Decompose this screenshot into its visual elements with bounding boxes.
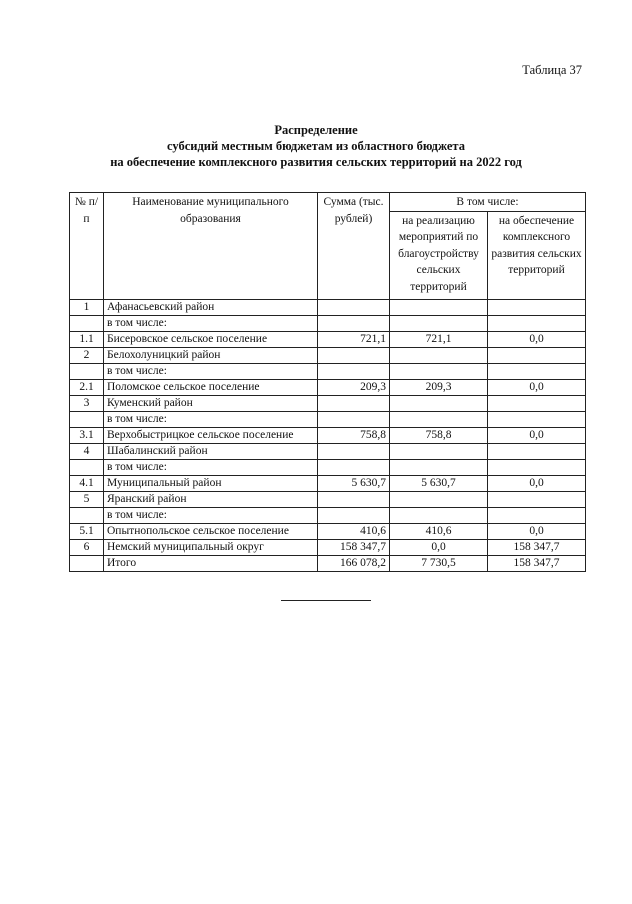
table-row	[70, 475, 586, 491]
row-num: 5.1	[70, 523, 104, 539]
table-row	[70, 427, 586, 443]
row-development: 0,0	[488, 475, 586, 491]
row-num: 6	[70, 539, 104, 555]
table-row	[70, 507, 586, 523]
row-improvement: 721,1	[390, 331, 488, 347]
document-title	[0, 122, 632, 170]
row-sum	[318, 363, 390, 379]
row-name: Верхобыстрицкое сельское поселение	[104, 427, 318, 443]
row-name: Афанасьевский район	[104, 299, 318, 315]
row-name: в том числе:	[104, 459, 318, 475]
row-development	[488, 299, 586, 315]
row-improvement: 7 730,5	[390, 555, 488, 571]
row-sum	[318, 315, 390, 331]
row-improvement	[390, 459, 488, 475]
header-row	[70, 193, 586, 212]
row-improvement: 0,0	[390, 539, 488, 555]
row-name: в том числе:	[104, 411, 318, 427]
row-num: 3.1	[70, 427, 104, 443]
row-improvement	[390, 411, 488, 427]
row-num: 5	[70, 491, 104, 507]
table-body	[70, 299, 586, 571]
row-sum: 410,6	[318, 523, 390, 539]
table-row	[70, 555, 586, 571]
closing-rule	[281, 600, 371, 601]
row-name: Опытнопольское сельское поселение	[104, 523, 318, 539]
row-sum: 166 078,2	[318, 555, 390, 571]
row-development: 0,0	[488, 523, 586, 539]
row-improvement	[390, 315, 488, 331]
row-name: Шабалинский район	[104, 443, 318, 459]
subsidy-table	[69, 192, 586, 572]
table-row	[70, 411, 586, 427]
row-name: Немский муниципальный округ	[104, 539, 318, 555]
table-row	[70, 315, 586, 331]
row-development: 158 347,7	[488, 555, 586, 571]
table-row	[70, 539, 586, 555]
row-name: Поломское сельское поселение	[104, 379, 318, 395]
row-sum: 721,1	[318, 331, 390, 347]
header-num: № п/п	[70, 193, 104, 300]
row-development	[488, 363, 586, 379]
row-num	[70, 315, 104, 331]
row-development	[488, 347, 586, 363]
table-row	[70, 379, 586, 395]
row-num: 2.1	[70, 379, 104, 395]
row-sum	[318, 443, 390, 459]
table-row	[70, 459, 586, 475]
row-sum	[318, 507, 390, 523]
header-including: В том числе:	[390, 193, 586, 212]
row-num: 2	[70, 347, 104, 363]
row-name: в том числе:	[104, 507, 318, 523]
title-line-2: субсидий местным бюджетам из областного бюджета	[167, 139, 465, 153]
row-name: Итого	[104, 555, 318, 571]
row-num	[70, 507, 104, 523]
row-improvement	[390, 347, 488, 363]
row-development	[488, 315, 586, 331]
row-development	[488, 411, 586, 427]
row-improvement: 758,8	[390, 427, 488, 443]
row-improvement: 209,3	[390, 379, 488, 395]
row-num: 4	[70, 443, 104, 459]
table-row	[70, 443, 586, 459]
row-num	[70, 555, 104, 571]
table-row	[70, 299, 586, 315]
row-num	[70, 459, 104, 475]
row-improvement	[390, 363, 488, 379]
row-sum	[318, 395, 390, 411]
row-name: в том числе:	[104, 363, 318, 379]
title-line-1: Распределение	[274, 123, 358, 137]
row-development	[488, 443, 586, 459]
row-name: Куменский район	[104, 395, 318, 411]
row-sum: 5 630,7	[318, 475, 390, 491]
row-development	[488, 459, 586, 475]
row-improvement	[390, 443, 488, 459]
table-number: Таблица 37	[522, 63, 582, 77]
table-row	[70, 395, 586, 411]
table-row	[70, 363, 586, 379]
row-improvement: 5 630,7	[390, 475, 488, 491]
row-development	[488, 491, 586, 507]
row-improvement	[390, 395, 488, 411]
row-name: в том числе:	[104, 315, 318, 331]
table-row	[70, 347, 586, 363]
row-sum	[318, 299, 390, 315]
row-sum: 758,8	[318, 427, 390, 443]
table-row	[70, 331, 586, 347]
row-num: 1	[70, 299, 104, 315]
row-sum	[318, 347, 390, 363]
row-improvement	[390, 491, 488, 507]
header-sum: Сумма (тыс. рублей)	[318, 193, 390, 300]
row-sum	[318, 459, 390, 475]
header-sub1: на реализацию мероприятий по благоустройству сельских территорий	[390, 211, 488, 299]
row-sum	[318, 491, 390, 507]
row-development: 0,0	[488, 427, 586, 443]
row-improvement: 410,6	[390, 523, 488, 539]
title-line-3: на обеспечение комплексного развития сельских территорий на 2022 год	[110, 155, 522, 169]
row-development: 158 347,7	[488, 539, 586, 555]
row-improvement	[390, 507, 488, 523]
table-row	[70, 491, 586, 507]
row-sum: 209,3	[318, 379, 390, 395]
row-num: 1.1	[70, 331, 104, 347]
row-development	[488, 395, 586, 411]
row-development: 0,0	[488, 331, 586, 347]
row-num: 3	[70, 395, 104, 411]
header-name: Наименование муниципального образования	[104, 193, 318, 300]
row-name: Белохолуницкий район	[104, 347, 318, 363]
row-improvement	[390, 299, 488, 315]
row-name: Бисеровское сельское поселение	[104, 331, 318, 347]
header-sub2: на обеспечение комплексного развития сельских территорий	[488, 211, 586, 299]
row-name: Яранский район	[104, 491, 318, 507]
row-num: 4.1	[70, 475, 104, 491]
table-row	[70, 523, 586, 539]
row-num	[70, 363, 104, 379]
row-sum	[318, 411, 390, 427]
row-development: 0,0	[488, 379, 586, 395]
row-num	[70, 411, 104, 427]
row-name: Муниципальный район	[104, 475, 318, 491]
row-sum: 158 347,7	[318, 539, 390, 555]
row-development	[488, 507, 586, 523]
